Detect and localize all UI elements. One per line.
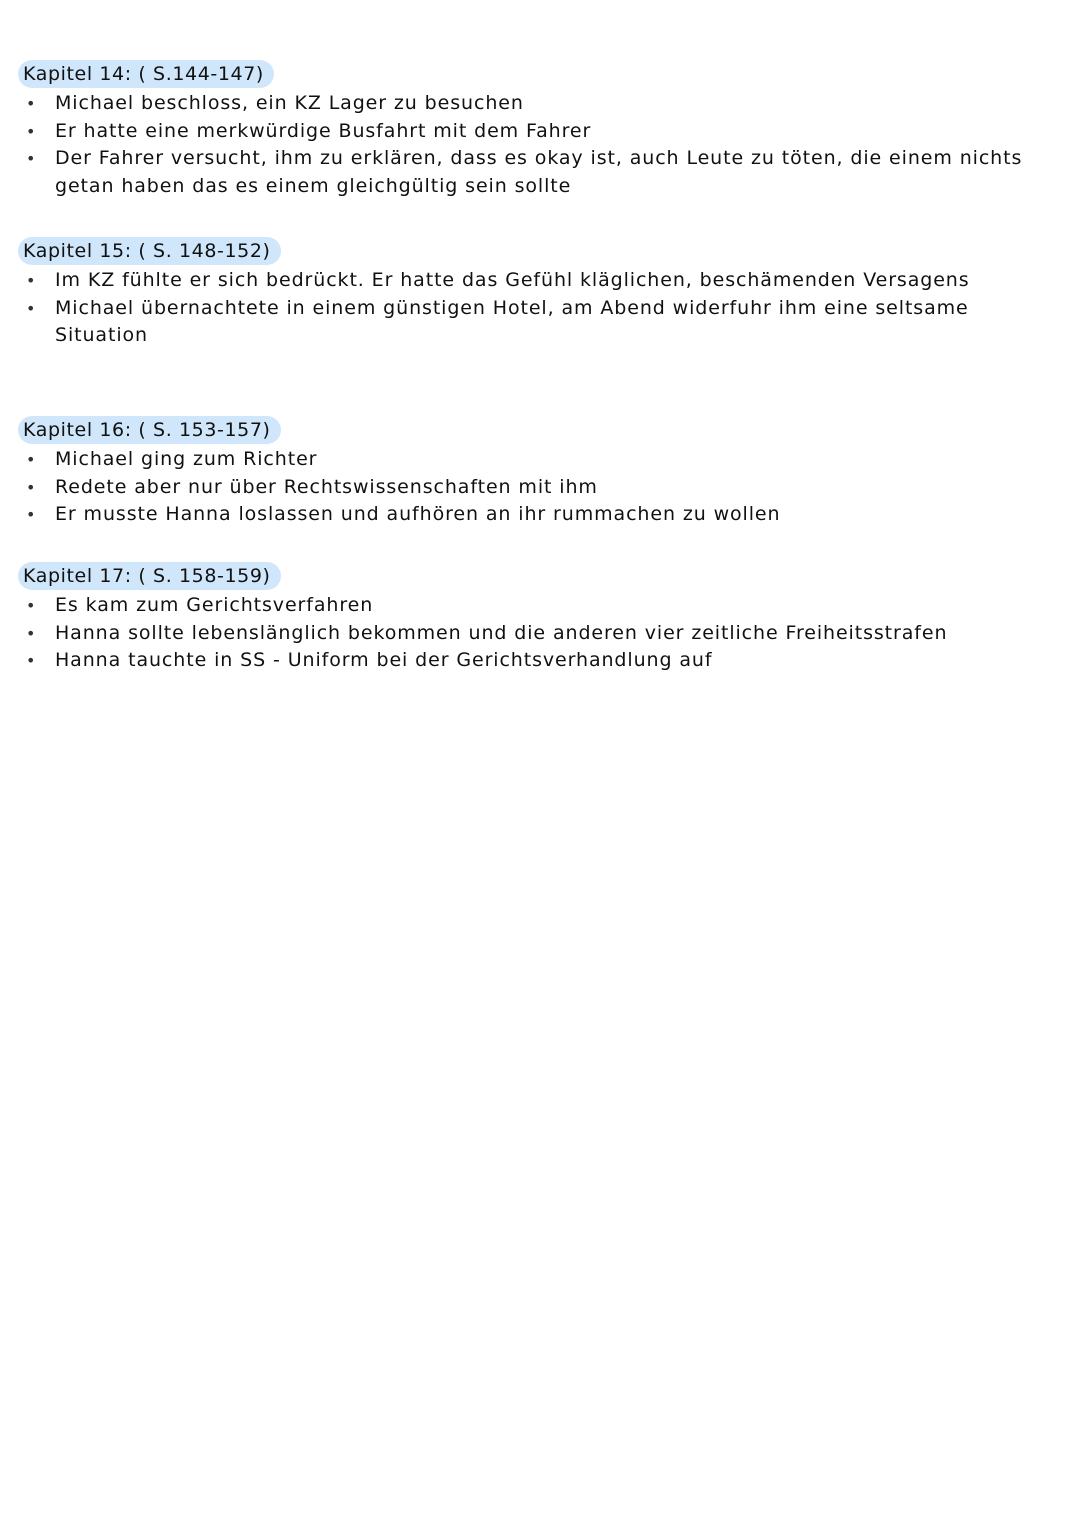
bullet-text: Im KZ fühlte er sich bedrückt. Er hatte das Gefühl kläglichen, beschämenden Versagens <box>55 269 970 291</box>
bullet-text: Hanna sollte lebenslänglich bekommen und die anderen vier zeitliche Freiheitsstrafen <box>55 621 948 644</box>
bullet-icon: • <box>26 651 37 670</box>
bullet-icon: • <box>26 623 37 643</box>
chapter-heading: Kapitel 16: ( S. 153-157) <box>18 416 281 444</box>
bullet-item <box>0 145 1080 200</box>
bullet-text: Hanna tauchte in SS - Uniform bei der Gerichtsverhandlung auf <box>55 649 713 671</box>
bullet-item <box>0 118 1080 146</box>
bullet-item <box>0 474 1080 502</box>
bullet-icon: • <box>26 149 37 168</box>
bullet-icon: • <box>26 271 37 290</box>
bullet-text: Er musste Hanna loslassen und aufhören an ihr rummachen zu wollen <box>55 503 781 525</box>
bullet-item <box>0 501 1080 529</box>
chapter-section-16 <box>0 416 1080 529</box>
bullet-item <box>0 295 1080 350</box>
bullet-icon: • <box>26 450 37 469</box>
bullet-item <box>0 620 1080 648</box>
bullet-icon: • <box>26 505 37 524</box>
chapter-section-15 <box>0 237 1080 350</box>
chapter-section-17 <box>0 562 1080 675</box>
bullet-text: Er hatte eine merkwürdige Busfahrt mit dem Fahrer <box>55 119 592 142</box>
bullet-text: Es kam zum Gerichtsverfahren <box>55 594 374 616</box>
bullet-icon: • <box>26 121 37 141</box>
bullet-icon: • <box>26 298 37 318</box>
chapter-section-14 <box>0 60 1080 200</box>
chapter-heading: Kapitel 17: ( S. 158-159) <box>18 562 281 590</box>
bullet-icon: • <box>26 477 37 497</box>
bullet-icon: • <box>26 94 37 113</box>
bullet-list <box>0 90 1080 200</box>
bullet-item <box>0 446 1080 474</box>
bullet-item <box>0 90 1080 118</box>
bullet-text: Der Fahrer versucht, ihm zu erklären, dass es okay ist, auch Leute zu töten, die einem nichts getan haben das es einem gleichgültig sein sollte <box>55 147 1023 197</box>
bullet-item <box>0 267 1080 295</box>
bullet-text: Michael übernachtete in einem günstigen Hotel, am Abend widerfuhr ihm eine seltsame Situation <box>55 296 969 346</box>
bullet-text: Michael beschloss, ein KZ Lager zu besuchen <box>55 92 524 114</box>
bullet-list <box>0 446 1080 529</box>
bullet-item <box>0 647 1080 675</box>
bullet-list <box>0 267 1080 350</box>
bullet-list <box>0 592 1080 675</box>
bullet-text: Redete aber nur über Rechtswissenschaften mit ihm <box>55 475 598 498</box>
bullet-text: Michael ging zum Richter <box>55 448 318 470</box>
bullet-icon: • <box>26 596 37 615</box>
chapter-heading: Kapitel 14: ( S.144-147) <box>18 60 274 88</box>
chapter-heading: Kapitel 15: ( S. 148-152) <box>18 237 281 265</box>
bullet-item <box>0 592 1080 620</box>
